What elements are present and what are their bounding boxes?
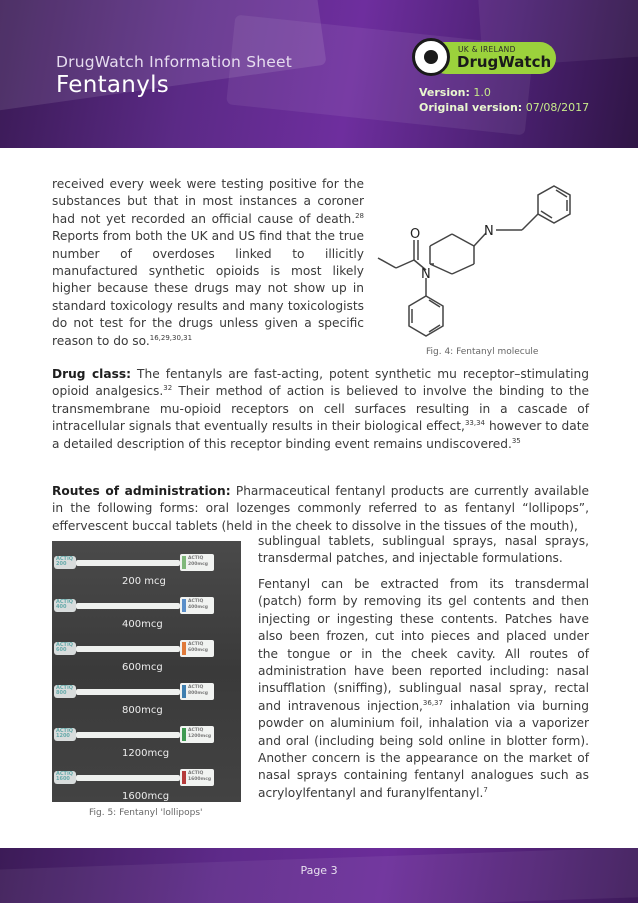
original-version-value: 07/08/2017 — [525, 101, 590, 114]
citation-ref: 36,37 — [422, 698, 443, 707]
lollipop-head-text: ACTIQ 800 — [56, 685, 74, 696]
lollipop-head-text: ACTIQ 400 — [56, 599, 74, 610]
version-label: Version: — [419, 86, 470, 99]
lollipop-label — [180, 769, 214, 786]
dose-color-band — [182, 556, 186, 569]
section-label: Routes of administration: — [52, 484, 231, 498]
paragraph-text: received every week were testing positive for the substances but that in most instances a coroner had not yet recorded an official cause of death. — [52, 177, 364, 226]
figure-4-caption: Fig. 4: Fentanyl molecule — [426, 347, 539, 357]
lollipop-item — [52, 638, 241, 682]
dose-label: 800mcg — [122, 705, 163, 716]
dose-label: 400mcg — [122, 619, 163, 630]
lollipop-stick — [76, 689, 180, 695]
lollipop-head — [54, 642, 76, 655]
header-banner — [0, 0, 638, 148]
paragraph-text: inhalation via burning powder on aluminium foil, inhalation via a vaporizer and oral (including being sold online in blotter form). Another concern is the appearance on the market of nasal sprays containing fentanyl analogues such as acryloylfentanyl and furanylfentanyl. — [258, 698, 589, 800]
sheet-series: DrugWatch Information Sheet — [56, 53, 293, 71]
lollipop-label — [180, 726, 214, 743]
lollipop-stick — [76, 560, 180, 566]
page-title: Fentanyls — [56, 72, 170, 98]
lollipop-head-text: ACTIQ 600 — [56, 642, 74, 653]
paragraph-text: Pharmaceutical fentanyl products are currently available in the following forms: oral lozenges commonly referred to as fentanyl “lollipops”, effervescent buccal tablets (held in the cheek to dissolve in the tissues of the mouth), — [52, 484, 589, 533]
paragraph-text: however to date a detailed description of this receptor binding event remains undiscovered. — [52, 419, 589, 451]
dose-label: 200 mcg — [122, 576, 166, 587]
version-info — [419, 85, 589, 115]
lollipop-item — [52, 681, 241, 725]
version-value: 1.0 — [473, 86, 491, 99]
lollipop-head-text: ACTIQ 200 — [56, 556, 74, 567]
dose-color-band — [182, 642, 186, 655]
lollipop-item — [52, 595, 241, 639]
paragraph-routes-continued: sublingual tablets, sublingual sprays, nasal sprays, transdermal patches, and injectable formulations. — [258, 534, 589, 566]
lollipop-label — [180, 554, 214, 571]
lollipop-item — [52, 724, 241, 768]
lollipop-head-text: ACTIQ 1200 — [56, 728, 74, 739]
fentanyl-lollipops-photo — [52, 541, 241, 802]
lollipop-stick — [76, 603, 180, 609]
atom-oxygen: O — [410, 227, 421, 242]
logo-region: UK & IRELAND — [458, 45, 516, 54]
lollipop-label — [180, 640, 214, 657]
lollipop-item — [52, 552, 241, 596]
citation-ref: 28 — [355, 211, 364, 220]
paragraph-text: Fentanyl can be extracted from its transdermal (patch) form by removing its gel contents and then injecting or ingesting these contents. Patches have also been frozen, cut into pieces and placed under the tongue or in the cheek cavity. All routes of administration have been reported including: nasal insufflation (sniffing), sublingual nasal spray, rectal and intravenous injection, — [258, 577, 589, 713]
dose-color-band — [182, 771, 186, 784]
paragraph-routes — [52, 483, 589, 535]
lollipop-item — [52, 767, 241, 802]
logo-name: DrugWatch — [457, 53, 552, 71]
lollipop-label — [180, 683, 214, 700]
lollipop-head — [54, 685, 76, 698]
citation-ref: 35 — [511, 436, 521, 445]
paragraph-text: The fentanyls are fast-acting, potent synthetic mu receptor–stimulating opioid analgesics. — [52, 367, 589, 399]
atom-nitrogen: N — [484, 224, 494, 239]
lollipop-stick — [76, 732, 180, 738]
paragraph-extraction — [258, 576, 589, 802]
lollipop-label-text: ACTIQ 1600mcg — [188, 771, 212, 782]
citation-ref: 16,29,30,31 — [149, 333, 193, 342]
footer-banner — [0, 848, 638, 903]
lollipop-label-text: ACTIQ 600mcg — [188, 642, 208, 653]
dose-color-band — [182, 599, 186, 612]
paragraph-text: Their method of action is believed to involve the binding to the transmembrane mu-opioid receptors on cell surfaces resulting in a cascade of intracellular signals that eventually results in their biological effect, — [52, 384, 589, 434]
lollipop-head — [54, 728, 76, 741]
atom-nitrogen: N — [421, 267, 431, 282]
lollipop-label-text: ACTIQ 800mcg — [188, 685, 208, 696]
dose-label: 1600mcg — [122, 791, 170, 802]
lollipop-stick — [76, 775, 180, 781]
lollipop-head — [54, 599, 76, 612]
dose-color-band — [182, 685, 186, 698]
citation-ref: 33,34 — [464, 419, 485, 428]
original-version-label: Original version: — [419, 101, 523, 114]
lollipop-label-text: ACTIQ 400mcg — [188, 599, 208, 610]
section-label: Drug class: — [52, 367, 131, 381]
paragraph-text: Reports from both the UK and US find that the true number of overdoses linked to illicitly manufactured synthetic opioids is most likely higher because these drugs may not show up in standard toxicology results and many toxicologists do not test for the drugs unless given a specific reason to do so. — [52, 229, 364, 348]
lollipop-stick — [76, 646, 180, 652]
citation-ref: 7 — [483, 785, 488, 794]
lollipop-head — [54, 556, 76, 569]
figure-5-caption: Fig. 5: Fentanyl 'lollipops' — [89, 808, 203, 818]
lollipop-head-text: ACTIQ 1600 — [56, 771, 74, 782]
lollipop-head — [54, 771, 76, 784]
fentanyl-molecule-diagram — [370, 178, 588, 343]
lollipop-label-text: ACTIQ 200mcg — [188, 556, 208, 567]
drugwatch-logo — [410, 38, 556, 78]
dose-label: 600mcg — [122, 662, 163, 673]
paragraph-overdoses — [52, 176, 364, 350]
citation-ref: 32 — [163, 384, 173, 393]
dose-color-band — [182, 728, 186, 741]
dose-label: 1200mcg — [122, 748, 170, 759]
lollipop-label — [180, 597, 214, 614]
paragraph-drug-class — [52, 366, 589, 453]
lollipop-label-text: ACTIQ 1200mcg — [188, 728, 212, 739]
eye-icon — [412, 38, 450, 76]
page-number: Page 3 — [300, 864, 338, 877]
